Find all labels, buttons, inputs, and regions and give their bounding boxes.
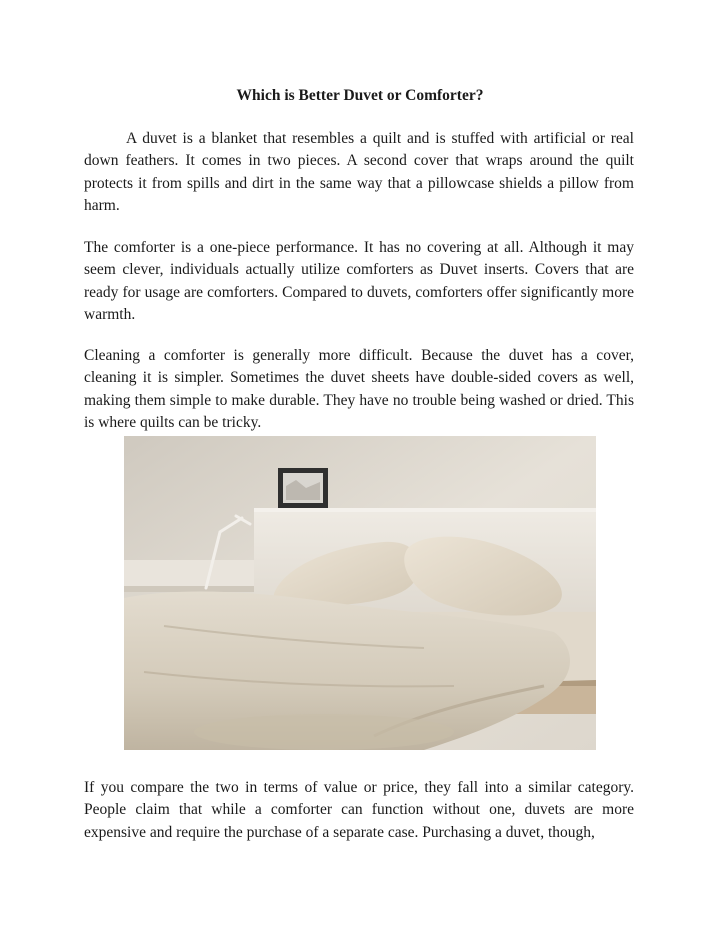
- paragraph-3: Cleaning a comforter is generally more difficult. Because the duvet has a cover, cleaning it is simpler. Sometimes the duvet sheets have double-sided covers as well, making them simple to make durable. They have no trouble being washed or dried. This is where quilts can be tricky.: [84, 347, 634, 432]
- bed-illustration: [124, 436, 596, 750]
- page-title: Which is Better Duvet or Comforter?: [236, 87, 484, 104]
- bed-photo: [124, 436, 596, 750]
- paragraph-4: If you compare the two in terms of value or price, they fall into a similar category. People claim that while a comforter can function without one, duvets are more expensive and require the purchase of a separate case. Purchasing a duvet, though,: [84, 779, 634, 841]
- paragraph-2: The comforter is a one-piece performance. It has no covering at all. Although it may seem clever, individuals actually utilize comforters as Duvet inserts. Covers that are ready for usage are comforters. Compared to duvets, comforters offer significantly more warmth.: [84, 239, 634, 324]
- left-shelf: [124, 560, 274, 586]
- picture-frame: [278, 468, 328, 508]
- paragraph-1: A duvet is a blanket that resembles a quilt and is stuffed with artificial or real down feathers. It comes in two pieces. A second cover that wraps around the quilt protects it from spills and dirt in the same way that a pillowcase shields a pillow from harm.: [84, 130, 634, 215]
